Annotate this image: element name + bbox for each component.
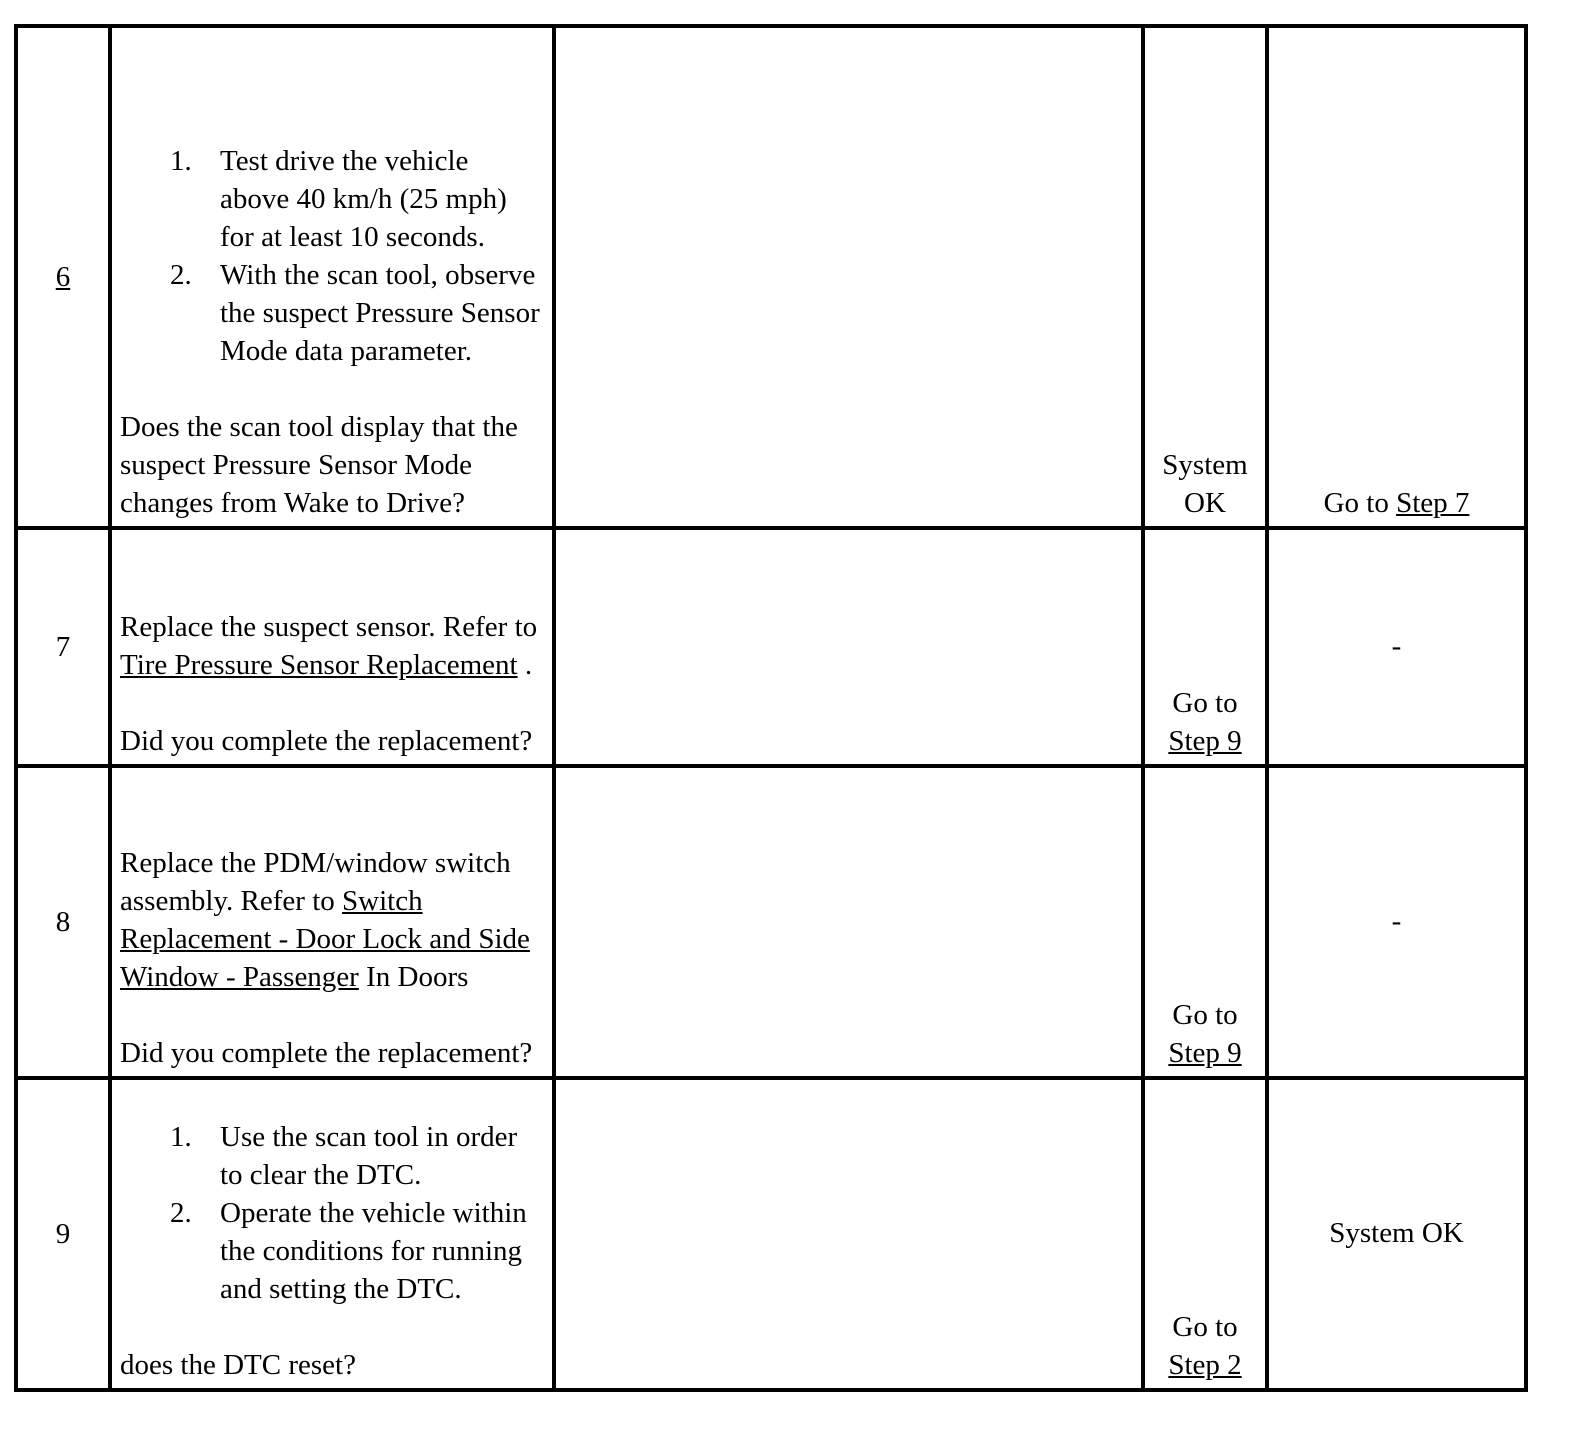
substep-list <box>120 1118 544 1308</box>
yes-result: System OK <box>1162 449 1248 519</box>
step-number: 7 <box>55 631 71 663</box>
step-number-cell <box>16 1078 110 1390</box>
table-row <box>16 766 1526 1078</box>
yes-cell <box>1143 528 1267 766</box>
go-to-label: Go to <box>1172 687 1238 719</box>
yes-cell <box>1143 766 1267 1078</box>
value-cell <box>554 26 1143 528</box>
no-result: System OK <box>1329 1217 1464 1249</box>
question-text: Did you complete the replacement? <box>120 725 533 757</box>
step-9-link[interactable]: Step 9 <box>1168 725 1242 757</box>
no-cell <box>1267 766 1526 1078</box>
step-2-link[interactable]: Step 2 <box>1168 1349 1242 1381</box>
value-cell <box>554 766 1143 1078</box>
go-to-label: Go to <box>1172 999 1238 1031</box>
action-text-start: Replace the PDM/window switch assembly. Refer to <box>120 847 511 917</box>
tire-pressure-sensor-replacement-link[interactable]: Tire Pressure Sensor Replacement <box>120 649 518 681</box>
go-to-label: Go to <box>1323 487 1397 519</box>
substep-item: Test drive the vehicle above 40 km/h (25 mph) for at least 10 seconds. <box>220 145 507 253</box>
question-text: Did you complete the replacement? <box>120 1037 533 1069</box>
go-to-label: Go to <box>1172 1311 1238 1343</box>
action-text-end: In Doors <box>358 961 469 993</box>
switch-replacement-link[interactable]: Switch Replacement - Door Lock and Side Window - Passenger <box>120 885 530 993</box>
step-number-cell <box>16 26 110 528</box>
action-text-start: Replace the suspect sensor. Refer to <box>120 611 538 643</box>
action-text <box>120 844 544 996</box>
question-text: Does the scan tool display that the suspect Pressure Sensor Mode changes from Wake to Drive? <box>120 411 518 519</box>
action-cell <box>110 1078 554 1390</box>
step-number: 9 <box>55 1218 71 1250</box>
step-7-link[interactable]: Step 7 <box>1396 487 1470 519</box>
action-cell <box>110 528 554 766</box>
step-number: 8 <box>55 906 71 938</box>
diagnostic-table <box>14 24 1528 1392</box>
substep-item: Use the scan tool in order to clear the DTC. <box>220 1121 518 1191</box>
action-cell <box>110 766 554 1078</box>
step-number-cell <box>16 766 110 1078</box>
substep-item: With the scan tool, observe the suspect Pressure Sensor Mode data parameter. <box>220 259 540 367</box>
question-text: does the DTC reset? <box>120 1349 356 1381</box>
no-result: - <box>1391 630 1402 662</box>
table-row <box>16 26 1526 528</box>
yes-cell <box>1143 1078 1267 1390</box>
step-9-link[interactable]: Step 9 <box>1168 1037 1242 1069</box>
substep-list <box>120 142 544 370</box>
no-cell <box>1267 528 1526 766</box>
table-row <box>16 528 1526 766</box>
value-cell <box>554 528 1143 766</box>
substep-item: Operate the vehicle within the conditions for running and setting the DTC. <box>220 1197 527 1305</box>
no-cell <box>1267 1078 1526 1390</box>
action-cell <box>110 26 554 528</box>
yes-cell <box>1143 26 1267 528</box>
no-cell <box>1267 26 1526 528</box>
step-6-link[interactable]: 6 <box>55 261 71 293</box>
action-text-end: . <box>517 649 533 681</box>
value-cell <box>554 1078 1143 1390</box>
table-row <box>16 1078 1526 1390</box>
action-text <box>120 608 544 684</box>
no-result: - <box>1391 905 1402 937</box>
step-number-cell <box>16 528 110 766</box>
